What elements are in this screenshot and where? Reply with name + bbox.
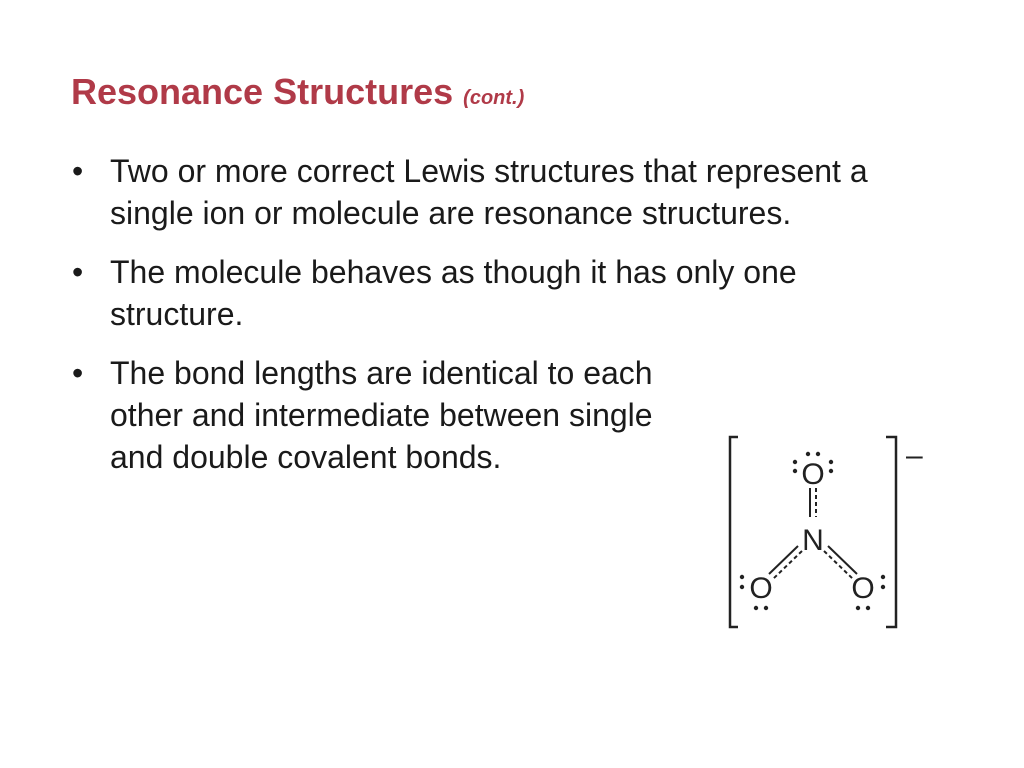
nitrate-lewis-structure: [720, 425, 940, 635]
right-bracket: [886, 437, 896, 627]
left-bracket: [730, 437, 738, 627]
atom-left-oxygen: O: [749, 572, 773, 605]
bullet-text: Two or more correct Lewis structures that represent a single ion or molecule are resonance structures.: [110, 153, 868, 231]
atom-nitrogen: N: [802, 524, 824, 557]
atom-right-oxygen: O: [851, 572, 875, 605]
bullet-text: The bond lengths are identical to each other and intermediate between single and double covalent bonds.: [110, 355, 653, 475]
bullet-item: [72, 150, 902, 234]
bullet-marker: •: [72, 254, 84, 290]
atom-top-oxygen: O: [801, 458, 825, 491]
bond-n-left-o: [769, 546, 802, 579]
bullet-marker: •: [72, 153, 84, 189]
title-main: Resonance Structures: [71, 71, 454, 112]
title-suffix: (cont.): [463, 87, 525, 109]
bullet-text: The molecule behaves as though it has only one structure.: [110, 254, 797, 332]
slide-title: [71, 70, 524, 120]
ion-charge: –: [906, 439, 923, 472]
bullet-item: [72, 251, 902, 335]
bullet-marker: •: [72, 355, 84, 391]
bullet-item: [72, 352, 690, 478]
bond-n-top-o: [810, 488, 816, 517]
